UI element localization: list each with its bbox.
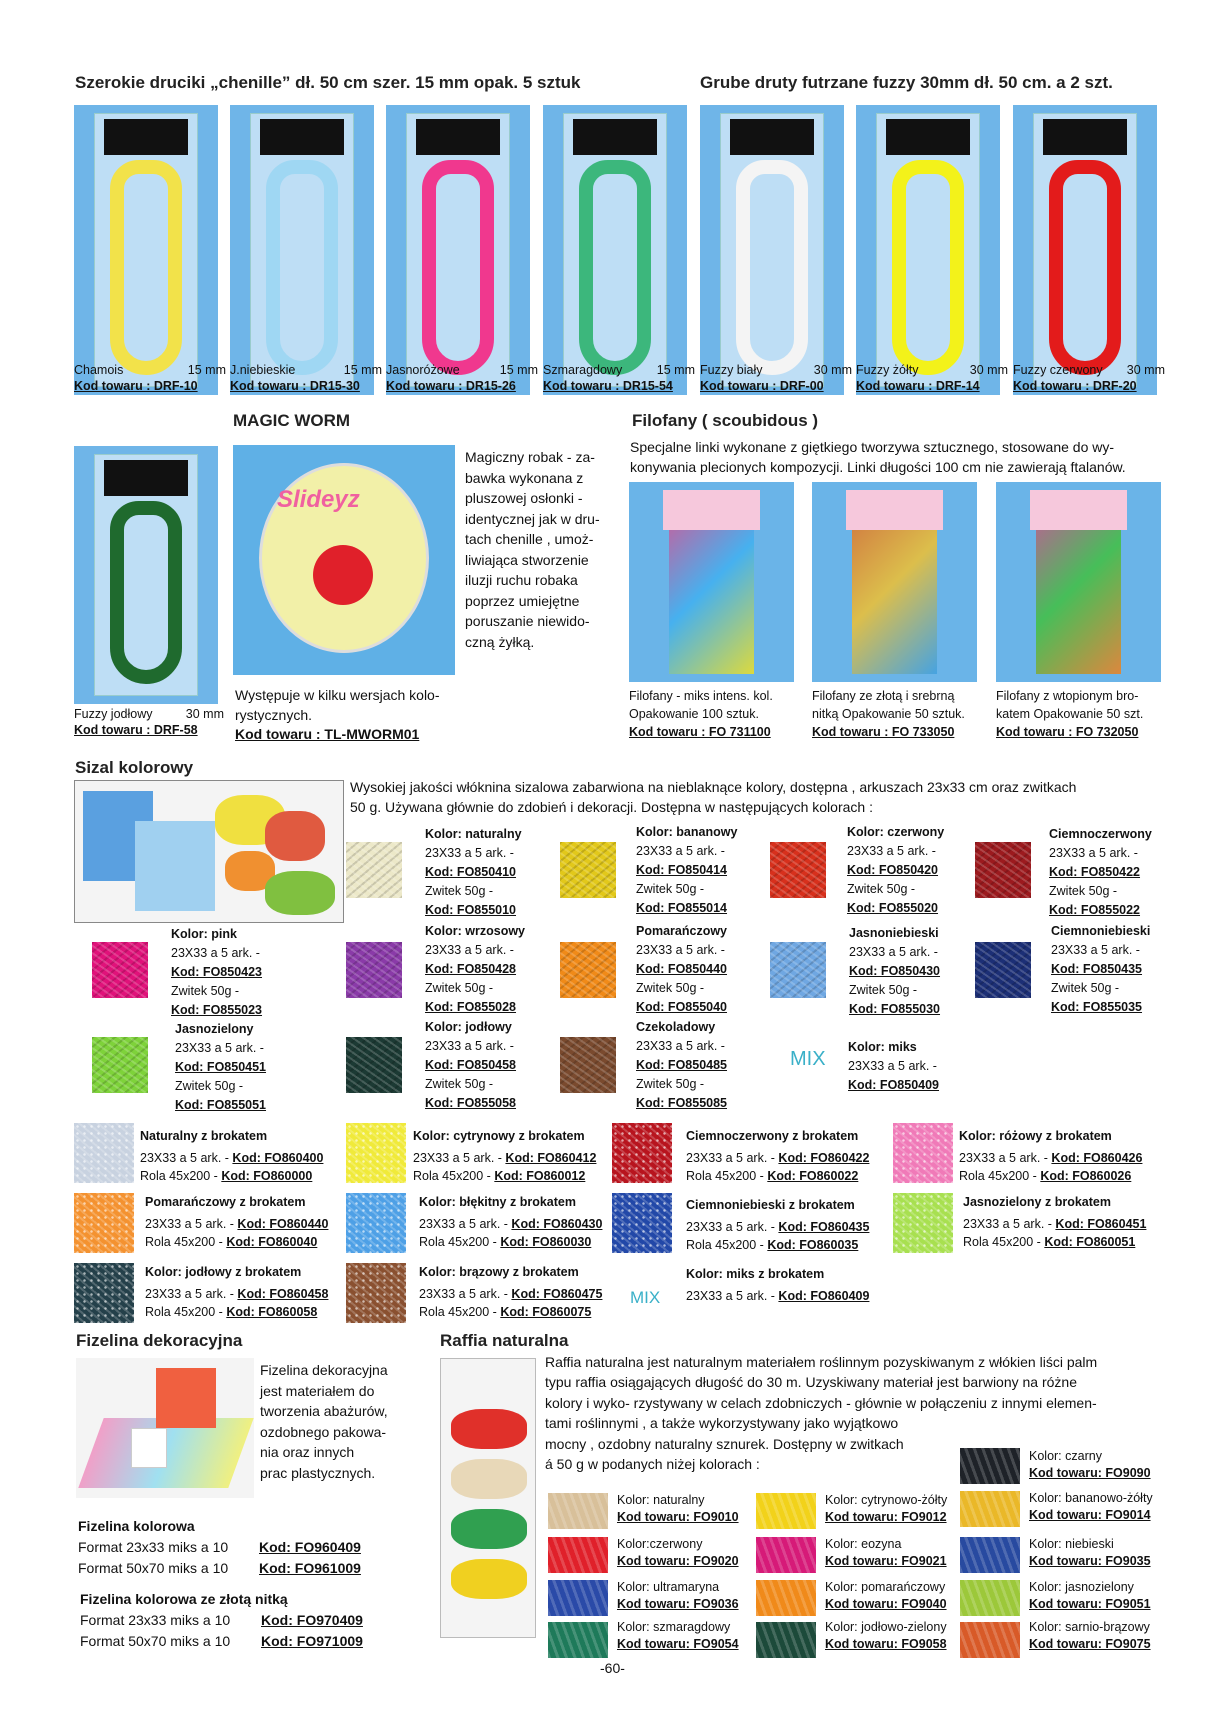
raffia-swatch (960, 1622, 1020, 1658)
raffia-swatch (548, 1493, 608, 1529)
product-pack (700, 105, 844, 395)
fuzzy-title: Grube druty futrzane fuzzy 30mm dł. 50 cm. a 2 szt. (700, 73, 1113, 92)
product-caption: Szmaragdowy 15 mm Kod towaru : DR15-54 (543, 363, 695, 393)
sizal-swatch (770, 942, 826, 998)
sizal-item-text: Kolor: wrzosowy 23X33 a 5 ark. - Kod: FO850428 Zwitek 50g - Kod: FO855028 (425, 924, 526, 1014)
magic-worm-code: Kod towaru : TL-MWORM01 (235, 726, 420, 742)
sizal-title: Sizal kolorowy (75, 758, 194, 777)
product-pack (543, 105, 687, 395)
sizal-swatch (975, 942, 1031, 998)
raffia-item-text: Kolor:czerwony Kod towaru: FO9020 (617, 1537, 739, 1568)
brokat-swatch (893, 1123, 953, 1183)
fizelina-zlota: Fizelina kolorowa ze złotą nitką Format 23x33 miks a 10 Kod: FO970409 Format 50x70 miks a 10 Kod: FO971009 (80, 1591, 363, 1649)
filofany-pack (812, 482, 977, 682)
product-pack (856, 105, 1000, 395)
sizal-item-text: Kolor: naturalny 23X33 a 5 ark. - Kod: FO850410 Zwitek 50g - Kod: FO855010 (425, 827, 522, 917)
brokat-swatch (74, 1193, 134, 1253)
product-caption: Fuzzy czerwony 30 mm Kod towaru : DRF-20 (1013, 363, 1165, 393)
sizal-swatch (346, 842, 402, 898)
sizal-item-text: Kolor: bananowy 23X33 a 5 ark. - Kod: FO850414 Zwitek 50g - Kod: FO855014 (636, 825, 738, 915)
brokat-swatch (612, 1193, 672, 1253)
raffia-item-text: Kolor: jodłowo-zielony Kod towaru: FO9058 (825, 1620, 947, 1651)
product-pack (74, 105, 218, 395)
sizal-item-text: Czekoladowy 23X33 a 5 ark. - Kod: FO850485 Zwitek 50g - Kod: FO855085 (636, 1020, 728, 1110)
brokat-item-text: Ciemnoniebieski z brokatem 23X33 a 5 ark. - Kod: FO860435 Rola 45x200 - Kod: FO860035 (686, 1198, 870, 1252)
sizal-swatch (346, 1037, 402, 1093)
brokat-swatch (74, 1123, 134, 1183)
raffia-item-text: Kolor: eozyna Kod towaru: FO9021 (825, 1537, 947, 1568)
raffia-swatch (756, 1493, 816, 1529)
sizal-description: Wysokiej jakości włóknina sizalowa zabarwiona na nieblaknące kolory, dostępna , arkuszach 23x33 cm oraz zwitkach 50 g. Używana głównie do zdobień i dekoracji. Dostępna w następujących kolorach : (350, 779, 1077, 815)
raffia-swatch (960, 1491, 1020, 1527)
product-pack (230, 105, 374, 395)
brokat-mix-label: MIX (630, 1288, 661, 1307)
brokat-item-text: Kolor: jodłowy z brokatem 23X33 a 5 ark. - Kod: FO860458 Rola 45x200 - Kod: FO860058 (145, 1265, 329, 1319)
fir-fuzzy-caption: Fuzzy jodłowy 30 mm Kod towaru : DRF-58 (74, 707, 224, 737)
product-pack (386, 105, 530, 395)
filofany-description: Specjalne linki wykonane z giętkiego tworzywa sztucznego, stosowane do wy- konywania plecionych kompozycji. Linki długości 100 cm nie zawierają ftalanów. (630, 439, 1126, 475)
filofany-caption: Filofany - miks intens. kol. Opakowanie 100 sztuk. Kod towaru : FO 731100 (629, 689, 773, 739)
raffia-swatch (548, 1537, 608, 1573)
magic-worm-description: Magiczny robak - za- bawka wykonana z pluszowej osłonki - identycznej jak w dru- tach chenille , umoż- liwiająca stworzenie iluzji ruchu robaka poprzez umiejętne poruszanie niewido- czną żyłką. (465, 449, 600, 650)
sizal-mix-label: MIX (790, 1048, 826, 1070)
raffia-description: Raffia naturalna jest naturalnym materiałem roślinnym pozyskiwanym z włókien liści palm typu raffia osiągających długość do 30 m. Uzyskiwany materiał jest barwiony na różne kolory i wyko- rzystywany w celach zdobniczych - głównie w połączeniu z innymi elemen- tami roślinnymi , a także wykorzystywany jako wyjątkowo mocny , ozdobny naturalny sznurek. Dostępny w zwitkach á 50 g w podanych niżej kolorach : (545, 1354, 1098, 1473)
filofany-title: Filofany ( scoubidous ) (632, 411, 819, 430)
chenille-title: Szerokie druciki „chenille” dł. 50 cm szer. 15 mm opak. 5 sztuk (75, 73, 581, 92)
sizal-swatch (92, 1037, 148, 1093)
sizal-swatch (346, 942, 402, 998)
raffia-item-text: Kolor: szmaragdowy Kod towaru: FO9054 (617, 1620, 739, 1651)
fizelina-description: Fizelina dekoracyjna jest materiałem do tworzenia abażurów, ozdobnego pakowa- nia oraz innych prac plastycznych. (260, 1362, 388, 1481)
raffia-item-text: Kolor: bananowo-żółty Kod towaru: FO9014 (1029, 1491, 1153, 1522)
sizal-item-text: Kolor: miks 23X33 a 5 ark. - Kod: FO850409 (848, 1040, 940, 1092)
product-pack (1013, 105, 1157, 395)
brokat-item-text: Naturalny z brokatem 23X33 a 5 ark. - Kod: FO860400 Rola 45x200 - Kod: FO860000 (140, 1129, 324, 1183)
sizal-swatch (92, 942, 148, 998)
fir-fuzzy-pack (74, 446, 218, 704)
product-caption: Fuzzy biały 30 mm Kod towaru : DRF-00 (700, 363, 852, 393)
filofany-pack (996, 482, 1161, 682)
raffia-image (440, 1358, 536, 1638)
brokat-swatch (346, 1263, 406, 1323)
raffia-swatch (756, 1580, 816, 1616)
raffia-swatch (960, 1448, 1020, 1484)
fizelina-title: Fizelina dekoracyjna (76, 1331, 243, 1350)
brokat-item-text: Pomarańczowy z brokatem 23X33 a 5 ark. - Kod: FO860440 Rola 45x200 - Kod: FO860040 (145, 1195, 329, 1249)
brokat-item-text: Kolor: błękitny z brokatem 23X33 a 5 ark. - Kod: FO860430 Rola 45x200 - Kod: FO860030 (419, 1195, 603, 1249)
product-caption: Chamois 15 mm Kod towaru : DRF-10 (74, 363, 226, 393)
product-caption: Jasnoróżowe 15 mm Kod towaru : DR15-26 (386, 363, 538, 393)
brokat-item-text: Kolor: cytrynowy z brokatem 23X33 a 5 ark. - Kod: FO860412 Rola 45x200 - Kod: FO860012 (413, 1129, 597, 1183)
raffia-swatch (756, 1537, 816, 1573)
slideyz-logo: Slideyz (277, 486, 360, 513)
raffia-title: Raffia naturalna (440, 1331, 569, 1350)
product-caption: Fuzzy żółty 30 mm Kod towaru : DRF-14 (856, 363, 1008, 393)
sizal-item-text: Jasnozielony 23X33 a 5 ark. - Kod: FO850451 Zwitek 50g - Kod: FO855051 (175, 1022, 267, 1112)
product-caption: J.niebieskie 15 mm Kod towaru : DR15-30 (230, 363, 382, 393)
raffia-swatch (548, 1622, 608, 1658)
sizal-item-text: Ciemnoniebieski 23X33 a 5 ark. - Kod: FO850435 Zwitek 50g - Kod: FO855035 (1051, 924, 1151, 1014)
page-number: -60- (600, 1660, 625, 1676)
filofany-pack (629, 482, 794, 682)
sizal-item-text: Kolor: jodłowy 23X33 a 5 ark. - Kod: FO850458 Zwitek 50g - Kod: FO855058 (425, 1020, 517, 1110)
raffia-swatch (548, 1580, 608, 1616)
brokat-swatch (74, 1263, 134, 1323)
sizal-image (74, 780, 344, 923)
brokat-item-text: Ciemnoczerwony z brokatem 23X33 a 5 ark. - Kod: FO860422 Rola 45x200 - Kod: FO860022 (686, 1129, 870, 1183)
filofany-caption: Filofany ze złotą i srebrną nitką Opakowanie 50 sztuk. Kod towaru : FO 733050 (812, 689, 965, 739)
brokat-item-text: Kolor: brązowy z brokatem 23X33 a 5 ark. - Kod: FO860475 Rola 45x200 - Kod: FO860075 (419, 1265, 603, 1319)
raffia-item-text: Kolor: pomarańczowy Kod towaru: FO9040 (825, 1580, 947, 1611)
brokat-swatch (612, 1123, 672, 1183)
brokat-item-text: Jasnozielony z brokatem 23X33 a 5 ark. - Kod: FO860451 Rola 45x200 - Kod: FO860051 (963, 1195, 1147, 1249)
raffia-item-text: Kolor: sarnio-brązowy Kod towaru: FO9075 (1029, 1620, 1151, 1651)
brokat-item-text: Kolor: różowy z brokatem 23X33 a 5 ark. - Kod: FO860426 Rola 45x200 - Kod: FO860026 (959, 1129, 1143, 1183)
magic-worm-versions: Występuje w kilku wersjach kolo- rystycznych. (235, 687, 440, 723)
sizal-swatch (975, 842, 1031, 898)
raffia-swatch (756, 1622, 816, 1658)
magic-worm-title: MAGIC WORM (233, 411, 351, 430)
sizal-item-text: Kolor: pink 23X33 a 5 ark. - Kod: FO850423 Zwitek 50g - Kod: FO855023 (171, 927, 263, 1017)
raffia-swatch (960, 1580, 1020, 1616)
raffia-swatch (960, 1537, 1020, 1573)
raffia-item-text: Kolor: naturalny Kod towaru: FO9010 (617, 1493, 739, 1524)
fizelina-kolorowa: Fizelina kolorowa Format 23x33 miks a 10 Kod: FO960409 Format 50x70 miks a 10 Kod: FO961009 (78, 1518, 361, 1576)
sizal-swatch (560, 1037, 616, 1093)
raffia-item-text: Kolor: ultramaryna Kod towaru: FO9036 (617, 1580, 739, 1611)
sizal-item-text: Ciemnoczerwony 23X33 a 5 ark. - Kod: FO850422 Zwitek 50g - Kod: FO855022 (1049, 827, 1152, 917)
raffia-item-text: Kolor: niebieski Kod towaru: FO9035 (1029, 1537, 1151, 1568)
magic-worm-image (233, 445, 455, 675)
raffia-item-text: Kolor: czarny Kod towaru: FO9090 (1029, 1449, 1151, 1480)
filofany-caption: Filofany z wtopionym bro- katem Opakowanie 50 szt. Kod towaru : FO 732050 (996, 689, 1144, 739)
sizal-item-text: Jasnoniebieski 23X33 a 5 ark. - Kod: FO850430 Zwitek 50g - Kod: FO855030 (849, 926, 941, 1016)
sizal-swatch (770, 842, 826, 898)
sizal-swatch (560, 942, 616, 998)
brokat-swatch (346, 1193, 406, 1253)
brokat-swatch (346, 1123, 406, 1183)
fizelina-image (76, 1358, 254, 1498)
raffia-item-text: Kolor: jasnozielony Kod towaru: FO9051 (1029, 1580, 1151, 1611)
brokat-item-text: Kolor: miks z brokatem 23X33 a 5 ark. - Kod: FO860409 (686, 1267, 870, 1303)
raffia-item-text: Kolor: cytrynowo-żółty Kod towaru: FO9012 (825, 1493, 948, 1524)
sizal-swatch (560, 842, 616, 898)
brokat-swatch (893, 1193, 953, 1253)
sizal-item-text: Kolor: czerwony 23X33 a 5 ark. - Kod: FO850420 Zwitek 50g - Kod: FO855020 (847, 825, 945, 915)
sizal-item-text: Pomarańczowy 23X33 a 5 ark. - Kod: FO850440 Zwitek 50g - Kod: FO855040 (636, 924, 728, 1014)
